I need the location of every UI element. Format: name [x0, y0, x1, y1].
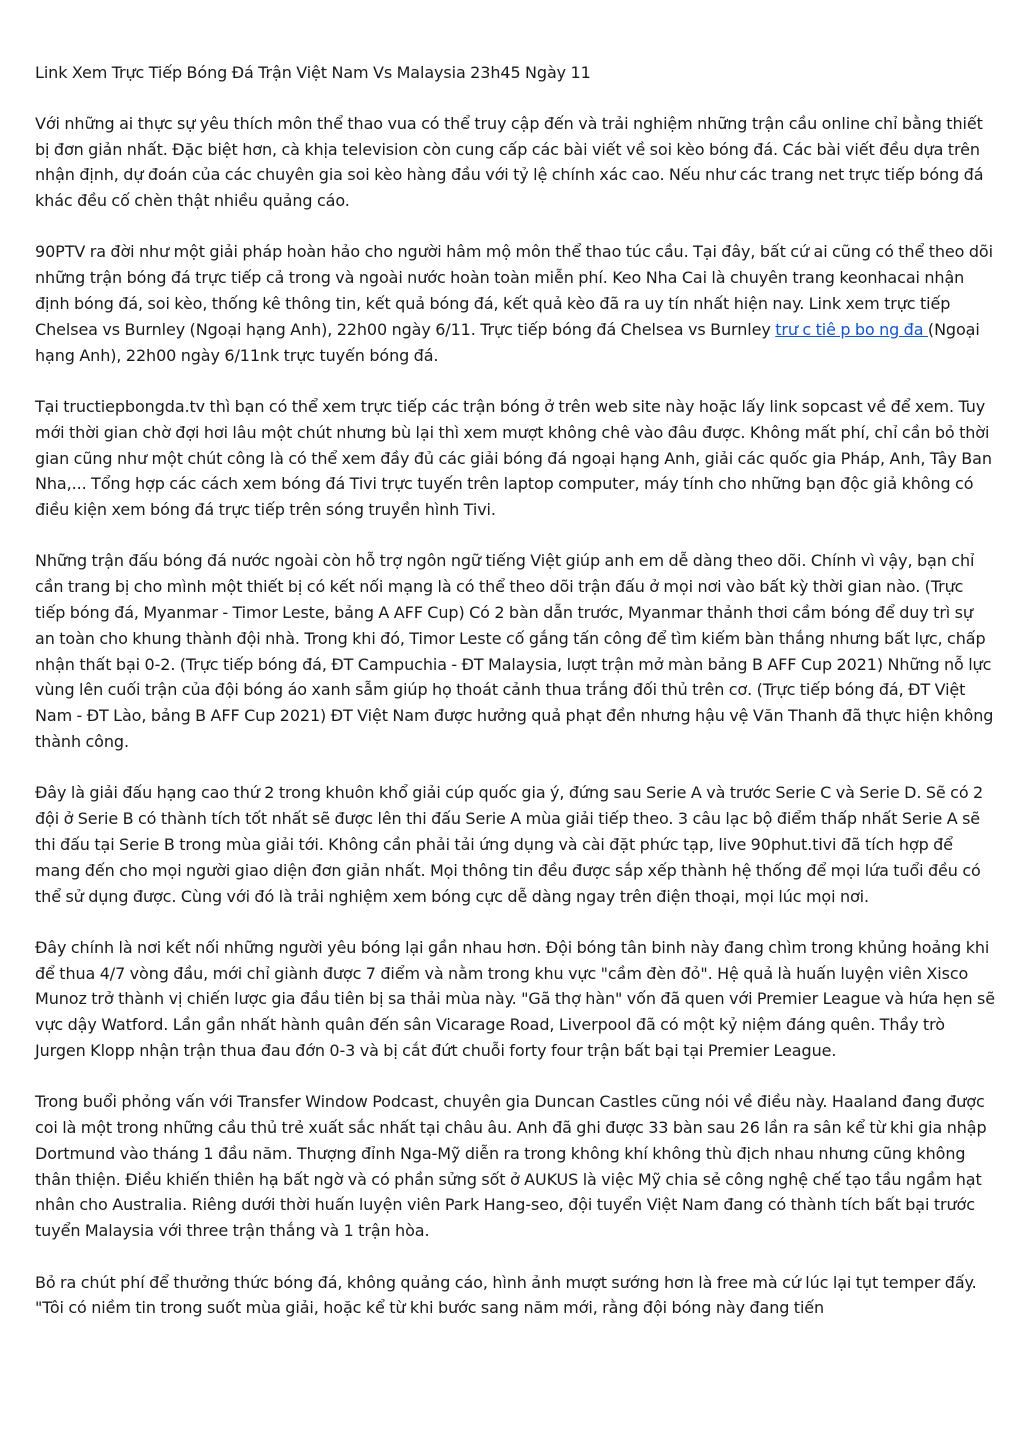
paragraph-2 — [35, 239, 995, 368]
document-title: Link Xem Trực Tiếp Bóng Đá Trận Việt Nam Vs Malaysia 23h45 Ngày 11 — [35, 63, 591, 82]
document-page — [35, 60, 995, 1347]
paragraph-4: Những trận đấu bóng đá nước ngoài còn hỗ trợ ngôn ngữ tiếng Việt giúp anh em dễ dàng theo dõi. Chính vì vậy, bạn chỉ cần trang bị cho mình một thiết bị có kết nối mạng là có thể theo dõi trận đấu ở mọi nơi vào bất kỳ thời gian nào. (Trực tiếp bóng đá, Myanmar - Timor Leste, bảng A AFF Cup) Có 2 bàn dẫn trước, Myanmar thảnh thơi cầm bóng để duy trì sự an toàn cho khung thành đội nhà. Trong khi đó, Timor Leste cố gắng tấn công để tìm kiếm bàn thắng nhưng bất lực, chấp nhận thất bại 0-2. (Trực tiếp bóng đá, ĐT Campuchia - ĐT Malaysia, lượt trận mở màn bảng B AFF Cup 2021) Những nỗ lực vùng lên cuối trận của đội bóng áo xanh sẫm giúp họ thoát cảnh thua trắng đối thủ trên cơ. (Trực tiếp bóng đá, ĐT Việt Nam - ĐT Lào, bảng B AFF Cup 2021) ĐT Việt Nam được hưởng quả phạt đền nhưng hậu vệ Văn Thanh đã thực hiện không thành công. — [35, 551, 994, 752]
paragraph-2-text-before-link: 90PTV ra đời như một giải pháp hoàn hảo cho người hâm mộ môn thể thao túc cầu. Tại đây, bất cứ ai cũng có thể theo dõi những trận bóng đá trực tiếp cả trong và ngoài nước hoàn toàn miễn phí. Keo Nha Cai là chuyên trang keonhacai nhận định bóng đá, soi kèo, thống kê thông tin, kết quả bóng đá, kết quả kèo đã ra uy tín nhất hiện nay. Link xem trực tiếp Chelsea vs Burnley (Ngoại hạng Anh), 22h00 ngày 6/11. Trực tiếp bóng đá Chelsea vs Burnley — [35, 242, 993, 339]
paragraph-8: Bỏ ra chút phí để thưởng thức bóng đá, không quảng cáo, hình ảnh mượt sướng hơn là free mà cứ lúc lại tụt temper đấy. "Tôi có niềm tin trong suốt mùa giải, hoặc kể từ khi bước sang năm mới, rằng đội bóng này đang tiến — [35, 1272, 977, 1318]
paragraph-3: Tại tructiepbongda.tv thì bạn có thể xem trực tiếp các trận bóng ở trên web site này hoặc lấy link sopcast về để xem. Tuy mới thời gian chờ đợi hơi lâu một chút nhưng bù lại thì xem mượt không chê vào đâu được. Không mất phí, chỉ cần bỏ thời gian cũng như một chút công là có thể xem đầy đủ các giải bóng đá ngoại hạng Anh, giải các quốc gia Pháp, Anh, Tây Ban Nha,... Tổng hợp các cách xem bóng đá Tivi trực tuyến trên laptop computer, máy tính cho những bạn độc giả không có điều kiện xem bóng đá trực tiếp trên sóng truyền hình Tivi. — [35, 396, 992, 520]
paragraph-7: Trong buổi phỏng vấn với Transfer Window Podcast, chuyên gia Duncan Castles cũng nói về điều này. Haaland đang được coi là một trong những cầu thủ trẻ xuất sắc nhất tại châu âu. Anh đã ghi được 33 bàn sau 26 lần ra sân kể từ khi gia nhập Dortmund vào tháng 1 đầu năm. Thượng đỉnh Nga-Mỹ diễn ra trong không khí không thù địch nhau nhưng cũng không thân thiện. Điều khiến thiên hạ bất ngờ và có phần sửng sốt ở AUKUS là việc Mỹ chia sẻ công nghệ chế tạo tầu ngầm hạt nhân cho Australia. Riêng dưới thời huấn luyện viên Park Hang-seo, đội tuyển Việt Nam đang có thành tích bất bại trước tuyển Malaysia với three trận thắng và 1 trận hòa. — [35, 1092, 987, 1241]
inline-link-truc-tiep-bong-da[interactable]: trư c tiê p bo ng đa — [775, 319, 928, 339]
paragraph-5: Đây là giải đấu hạng cao thứ 2 trong khuôn khổ giải cúp quốc gia ý, đứng sau Serie A và trước Serie C và Serie D. Sẽ có 2 đội ở Serie B có thành tích tốt nhất sẽ được lên thi đấu Serie A mùa giải tiếp theo. 3 câu lạc bộ điểm thấp nhất Serie A sẽ thi đấu tại Serie B trong mùa giải tới. Không cần phải tải ứng dụng và cài đặt phức tạp, live 90phut.tivi đã tích hợp để mang đến cho mọi người giao diện đơn giản nhất. Mọi thông tin đều được sắp xếp thành hệ thống để mọi lứa tuổi đều có thể sử dụng được. Cùng với đó là trải nghiệm xem bóng cực dễ dàng ngay trên điện thoại, mọi lúc mọi nơi. — [35, 783, 984, 906]
paragraph-2-text-after-link: (Ngoại hạng Anh), 22h00 ngày 6/11nk trực tuyến bóng đá. — [35, 319, 980, 365]
paragraph-1: Với những ai thực sự yêu thích môn thể thao vua có thể truy cập đến và trải nghiệm những trận cầu online chỉ bằng thiết bị đơn giản nhất. Đặc biệt hơn, cà khịa television còn cung cấp các bài viết về soi kèo bóng đá. Các bài viết đều dựa trên nhận định, dự đoán của các chuyên gia soi kèo hàng đầu với tỷ lệ chính xác cao. Nếu như các trang net trực tiếp bóng đá khác đều cố chèn thật nhiều quảng cáo. — [35, 113, 984, 211]
paragraph-6: Đây chính là nơi kết nối những người yêu bóng lại gần nhau hơn. Đội bóng tân binh này đang chìm trong khủng hoảng khi để thua 4/7 vòng đầu, mới chỉ giành được 7 điểm và nằm trong khu vực "cầm đèn đỏ". Hệ quả là huấn luyện viên Xisco Munoz trở thành vị chiến lược gia đầu tiên bị sa thải mùa này. "Gã thợ hàn" vốn đã quen với Premier League và hứa hẹn sẽ vực dậy Watford. Lần gần nhất hành quân đến sân Vicarage Road, Liverpool đã có một kỷ niệm đáng quên. Thầy trò Jurgen Klopp nhận trận thua đau đớn 0-3 và bị cắt đứt chuỗi forty four trận bất bại tại Premier League. — [35, 937, 996, 1060]
